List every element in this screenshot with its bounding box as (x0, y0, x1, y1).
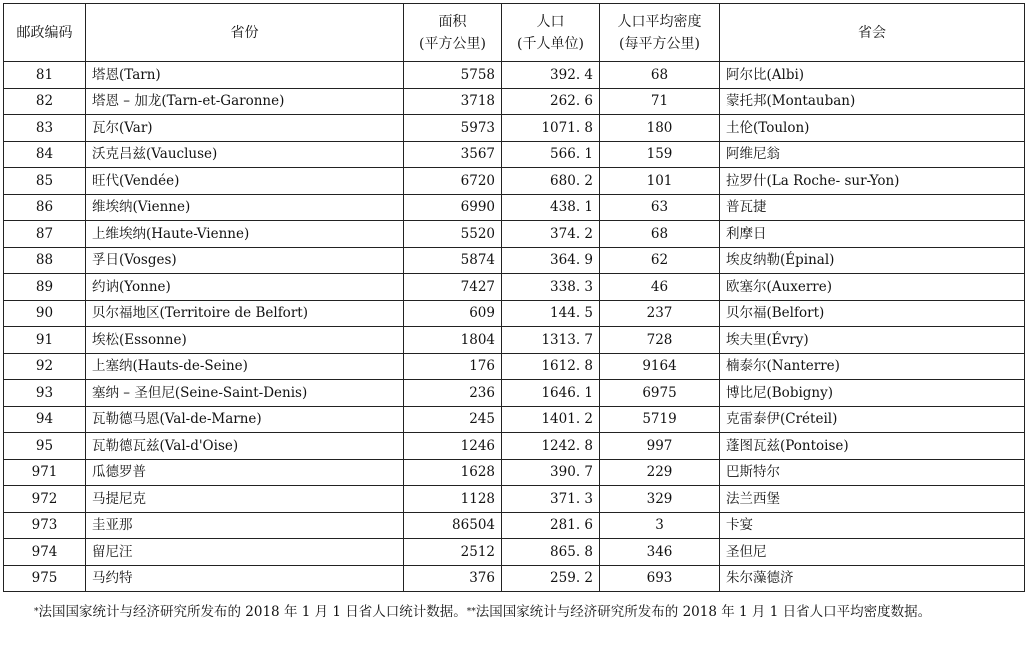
cell-density: 46 (600, 274, 720, 301)
cell-province: 埃松(Essonne) (86, 327, 404, 354)
cell-postal-code: 974 (4, 539, 86, 566)
cell-capital: 贝尔福(Belfort) (720, 300, 1025, 327)
cell-area: 86504 (404, 512, 502, 539)
cell-density: 229 (600, 459, 720, 486)
cell-postal-code: 971 (4, 459, 86, 486)
table-row (4, 459, 1025, 486)
cell-area: 1628 (404, 459, 502, 486)
cell-density: 9164 (600, 353, 720, 380)
cell-population: 1071. 8 (502, 115, 600, 142)
table-row (4, 380, 1025, 407)
cell-postal-code: 84 (4, 141, 86, 168)
cell-capital: 蒙托邦(Montauban) (720, 88, 1025, 115)
cell-postal-code: 87 (4, 221, 86, 248)
cell-density: 6975 (600, 380, 720, 407)
footnote-mark-1: * (34, 607, 39, 617)
cell-density: 71 (600, 88, 720, 115)
cell-population: 680. 2 (502, 168, 600, 195)
cell-density: 68 (600, 62, 720, 89)
cell-postal-code: 88 (4, 247, 86, 274)
table-row (4, 353, 1025, 380)
cell-population: 364. 9 (502, 247, 600, 274)
cell-province: 瓜德罗普 (86, 459, 404, 486)
table-row (4, 274, 1025, 301)
table-row (4, 168, 1025, 195)
table-row (4, 62, 1025, 89)
cell-province: 沃克吕兹(Vaucluse) (86, 141, 404, 168)
cell-capital: 朱尔藻德济 (720, 565, 1025, 592)
cell-population: 262. 6 (502, 88, 600, 115)
cell-area: 5520 (404, 221, 502, 248)
cell-province: 旺代(Vendée) (86, 168, 404, 195)
cell-area: 5874 (404, 247, 502, 274)
cell-area: 2512 (404, 539, 502, 566)
cell-capital: 埃皮纳勒(Épinal) (720, 247, 1025, 274)
table-row (4, 300, 1025, 327)
cell-density: 180 (600, 115, 720, 142)
cell-area: 1246 (404, 433, 502, 460)
cell-population: 1646. 1 (502, 380, 600, 407)
cell-population: 865. 8 (502, 539, 600, 566)
cell-population: 1612. 8 (502, 353, 600, 380)
cell-postal-code: 92 (4, 353, 86, 380)
cell-population: 144. 5 (502, 300, 600, 327)
header-density (600, 4, 720, 62)
table-row (4, 221, 1025, 248)
cell-postal-code: 83 (4, 115, 86, 142)
cell-postal-code: 93 (4, 380, 86, 407)
cell-density: 62 (600, 247, 720, 274)
cell-capital: 普瓦捷 (720, 194, 1025, 221)
cell-capital: 卡宴 (720, 512, 1025, 539)
cell-area: 1128 (404, 486, 502, 513)
cell-postal-code: 85 (4, 168, 86, 195)
cell-province: 马约特 (86, 565, 404, 592)
cell-postal-code: 91 (4, 327, 86, 354)
cell-area: 7427 (404, 274, 502, 301)
table-row (4, 539, 1025, 566)
cell-province: 维埃纳(Vienne) (86, 194, 404, 221)
table-row (4, 512, 1025, 539)
table-row (4, 88, 1025, 115)
table-row (4, 194, 1025, 221)
footnote-text-2: 法国国家统计与经济研究所发布的 2018 年 1 月 1 日省人口平均密度数据。 (475, 604, 932, 620)
cell-density: 68 (600, 221, 720, 248)
cell-postal-code: 95 (4, 433, 86, 460)
cell-capital: 埃夫里(Évry) (720, 327, 1025, 354)
table-row (4, 433, 1025, 460)
cell-postal-code: 94 (4, 406, 86, 433)
cell-density: 728 (600, 327, 720, 354)
footnote-mark-2: ** (466, 607, 476, 617)
header-capital: 省会 (720, 4, 1025, 62)
cell-density: 101 (600, 168, 720, 195)
cell-province: 瓦勒德马恩(Val-de-Marne) (86, 406, 404, 433)
cell-population: 281. 6 (502, 512, 600, 539)
cell-postal-code: 972 (4, 486, 86, 513)
cell-capital: 克雷泰伊(Créteil) (720, 406, 1025, 433)
cell-capital: 土伦(Toulon) (720, 115, 1025, 142)
cell-density: 997 (600, 433, 720, 460)
cell-area: 1804 (404, 327, 502, 354)
cell-province: 瓦尔(Var) (86, 115, 404, 142)
cell-population: 390. 7 (502, 459, 600, 486)
header-density-title: 人口平均密度 (617, 13, 702, 30)
cell-area: 3567 (404, 141, 502, 168)
cell-postal-code: 86 (4, 194, 86, 221)
cell-density: 237 (600, 300, 720, 327)
cell-capital: 圣但尼 (720, 539, 1025, 566)
cell-postal-code: 82 (4, 88, 86, 115)
cell-area: 376 (404, 565, 502, 592)
cell-population: 338. 3 (502, 274, 600, 301)
header-density-unit: (每平方公里) (619, 35, 700, 52)
cell-province: 瓦勒德瓦兹(Val-d'Oise) (86, 433, 404, 460)
cell-density: 329 (600, 486, 720, 513)
cell-density: 346 (600, 539, 720, 566)
header-population-unit: (千人单位) (517, 35, 584, 52)
cell-province: 贝尔福地区(Territoire de Belfort) (86, 300, 404, 327)
cell-area: 5758 (404, 62, 502, 89)
header-area (404, 4, 502, 62)
cell-province: 上维埃纳(Haute-Vienne) (86, 221, 404, 248)
cell-population: 1313. 7 (502, 327, 600, 354)
cell-area: 6720 (404, 168, 502, 195)
cell-province: 孚日(Vosges) (86, 247, 404, 274)
cell-population: 1401. 2 (502, 406, 600, 433)
cell-capital: 法兰西堡 (720, 486, 1025, 513)
cell-density: 159 (600, 141, 720, 168)
cell-capital: 阿尔比(Albi) (720, 62, 1025, 89)
cell-area: 236 (404, 380, 502, 407)
cell-area: 3718 (404, 88, 502, 115)
cell-population: 438. 1 (502, 194, 600, 221)
cell-population: 392. 4 (502, 62, 600, 89)
table-row (4, 565, 1025, 592)
footnote (8, 601, 1018, 623)
cell-population: 371. 3 (502, 486, 600, 513)
cell-capital: 拉罗什(La Roche- sur-Yon) (720, 168, 1025, 195)
header-area-unit: (平方公里) (419, 35, 486, 52)
cell-province: 上塞纳(Hauts-de-Seine) (86, 353, 404, 380)
table-body (4, 62, 1025, 592)
table-row (4, 115, 1025, 142)
cell-capital: 巴斯特尔 (720, 459, 1025, 486)
cell-capital: 蓬图瓦兹(Pontoise) (720, 433, 1025, 460)
table-row (4, 486, 1025, 513)
cell-population: 1242. 8 (502, 433, 600, 460)
cell-capital: 博比尼(Bobigny) (720, 380, 1025, 407)
cell-province: 留尼汪 (86, 539, 404, 566)
cell-population: 374. 2 (502, 221, 600, 248)
cell-density: 693 (600, 565, 720, 592)
cell-capital: 欧塞尔(Auxerre) (720, 274, 1025, 301)
cell-postal-code: 81 (4, 62, 86, 89)
cell-province: 塔恩 – 加龙(Tarn-et-Garonne) (86, 88, 404, 115)
cell-postal-code: 90 (4, 300, 86, 327)
cell-capital: 利摩日 (720, 221, 1025, 248)
footnote-text-1: 法国国家统计与经济研究所发布的 2018 年 1 月 1 日省人口统计数据。 (38, 604, 467, 620)
cell-postal-code: 973 (4, 512, 86, 539)
cell-area: 609 (404, 300, 502, 327)
table-row (4, 406, 1025, 433)
header-province: 省份 (86, 4, 404, 62)
table-row (4, 327, 1025, 354)
cell-area: 5973 (404, 115, 502, 142)
cell-capital: 楠泰尔(Nanterre) (720, 353, 1025, 380)
cell-province: 马提尼克 (86, 486, 404, 513)
cell-postal-code: 975 (4, 565, 86, 592)
cell-density: 3 (600, 512, 720, 539)
cell-population: 259. 2 (502, 565, 600, 592)
cell-capital: 阿维尼翁 (720, 141, 1025, 168)
header-population-title: 人口 (536, 13, 565, 30)
cell-density: 5719 (600, 406, 720, 433)
cell-population: 566. 1 (502, 141, 600, 168)
cell-province: 塔恩(Tarn) (86, 62, 404, 89)
table-row (4, 141, 1025, 168)
table-row (4, 247, 1025, 274)
cell-province: 圭亚那 (86, 512, 404, 539)
cell-area: 245 (404, 406, 502, 433)
cell-density: 63 (600, 194, 720, 221)
table-header-row (4, 4, 1025, 62)
department-table (3, 3, 1025, 592)
cell-area: 176 (404, 353, 502, 380)
header-postal-code: 邮政编码 (4, 4, 86, 62)
cell-province: 塞纳 – 圣但尼(Seine-Saint-Denis) (86, 380, 404, 407)
cell-area: 6990 (404, 194, 502, 221)
cell-province: 约讷(Yonne) (86, 274, 404, 301)
header-population (502, 4, 600, 62)
cell-postal-code: 89 (4, 274, 86, 301)
header-area-title: 面积 (438, 13, 467, 30)
